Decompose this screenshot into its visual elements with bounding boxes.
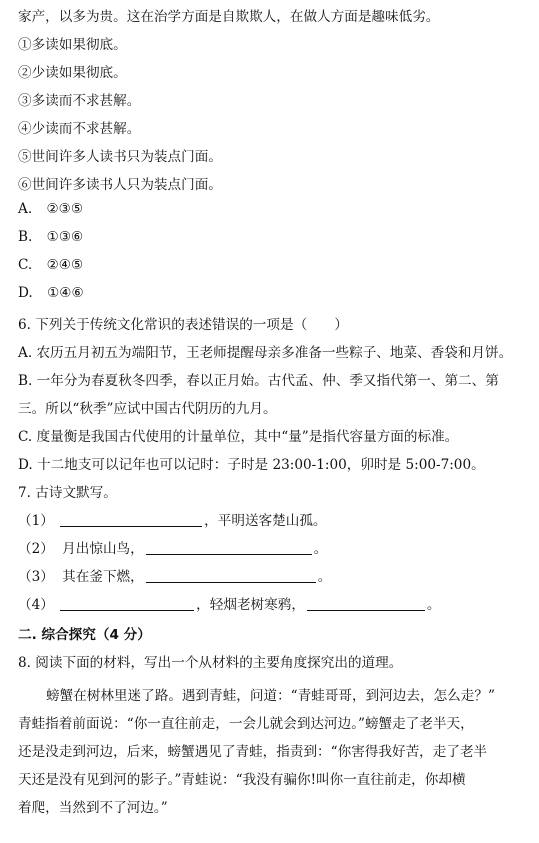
option-text: ①④⑥ (47, 285, 84, 301)
answer-blank[interactable] (60, 513, 202, 527)
q5-option-d (18, 285, 84, 301)
statement-6: ⑥世间许多读书人只为装点门面。 (18, 177, 222, 193)
statement-2: ②少读如果彻底。 (18, 65, 127, 81)
q6-option-c: C. 度量衡是我国古代使用的计量单位，其中“量”是指代容量方面的标准。 (18, 429, 459, 445)
q5-option-c (18, 257, 83, 273)
q7-stem: 7. 古诗文默写。 (18, 485, 117, 501)
verse-text: 其在釜下燃， (62, 569, 144, 585)
q5-option-b (18, 229, 83, 245)
option-text: ①③⑥ (46, 229, 84, 245)
item-number: （2） (18, 541, 54, 557)
item-number: （4） (18, 597, 54, 613)
q6-option-d: D. 十二地支可以记年也可以记时：子时是 23:00-1:00，卯时是 5:00-7:00。 (18, 457, 485, 473)
intro-line: 家产，以多为贵。这在治学方面是自欺欺人，在做人方面是趣味低劣。 (18, 9, 440, 25)
answer-blank[interactable] (146, 569, 316, 583)
passage-line-4: 天还是没有见到河的影子。”青蛙说：“我没有骗你!叫你一直往前走，你却横 (18, 772, 466, 788)
verse-text: ，平明送客楚山孤。 (204, 513, 327, 529)
q7-item-1 (18, 509, 327, 529)
q7-item-4 (18, 593, 441, 613)
verse-text: 。 (313, 541, 328, 557)
q7-item-3 (18, 565, 331, 585)
option-label: A. (18, 201, 33, 217)
option-label: B. (18, 229, 33, 245)
item-number: （3） (18, 569, 54, 585)
verse-text: 。 (317, 569, 332, 585)
item-number: （1） (18, 513, 54, 529)
statement-5: ⑤世间许多人读书只为装点门面。 (18, 149, 222, 165)
passage-line-5: 着爬，当然到不了河边。” (18, 800, 168, 816)
q8-stem: 8. 阅读下面的材料，写出一个从材料的主要角度探究出的道理。 (18, 655, 403, 671)
answer-blank[interactable] (60, 597, 194, 611)
passage-line-3: 还是没走到河边，后来，螃蟹遇见了青蛙，指责到：“你害得我好苦，走了老半 (18, 744, 488, 760)
q7-item-2 (18, 537, 327, 557)
q6-option-b-line1: B. 一年分为春夏秋冬四季，春以正月始。古代孟、仲、季又指代第一、第二、第 (18, 373, 499, 389)
q6-option-b-line2: 三。所以“秋季”应试中国古代阴历的九月。 (18, 401, 277, 417)
answer-blank[interactable] (146, 541, 312, 555)
q6-stem: 6. 下列关于传统文化常识的表述错误的一项是（ ） (18, 317, 348, 333)
answer-blank[interactable] (307, 597, 425, 611)
option-label: D. (18, 285, 33, 301)
verse-text: 月出惊山鸟， (62, 541, 144, 557)
option-label: C. (18, 257, 33, 273)
q6-option-a: A. 农历五月初五为端阳节，王老师提醒母亲多准备一些粽子、地菜、香袋和月饼。 (18, 345, 513, 361)
statement-4: ④少读而不求甚解。 (18, 121, 141, 137)
option-text: ②③⑤ (46, 201, 84, 217)
statement-3: ③多读而不求甚解。 (18, 93, 141, 109)
q5-option-a (18, 201, 83, 217)
verse-text: 。 (426, 597, 441, 613)
section-heading: 二. 综合探究（4 分） (18, 627, 151, 643)
passage-line-1: 螃蟹在树林里迷了路。遇到青蛙，问道：“青蛙哥哥，到河边去，怎么走？” (46, 688, 495, 704)
statement-1: ①多读如果彻底。 (18, 37, 127, 53)
option-text: ②④⑤ (46, 257, 84, 273)
verse-text: ，轻烟老树寒鸦， (196, 597, 305, 613)
passage-line-2: 青蛙指着前面说：“你一直往前走，一会儿就会到达河边。”螃蟹走了老半天， (18, 716, 474, 732)
